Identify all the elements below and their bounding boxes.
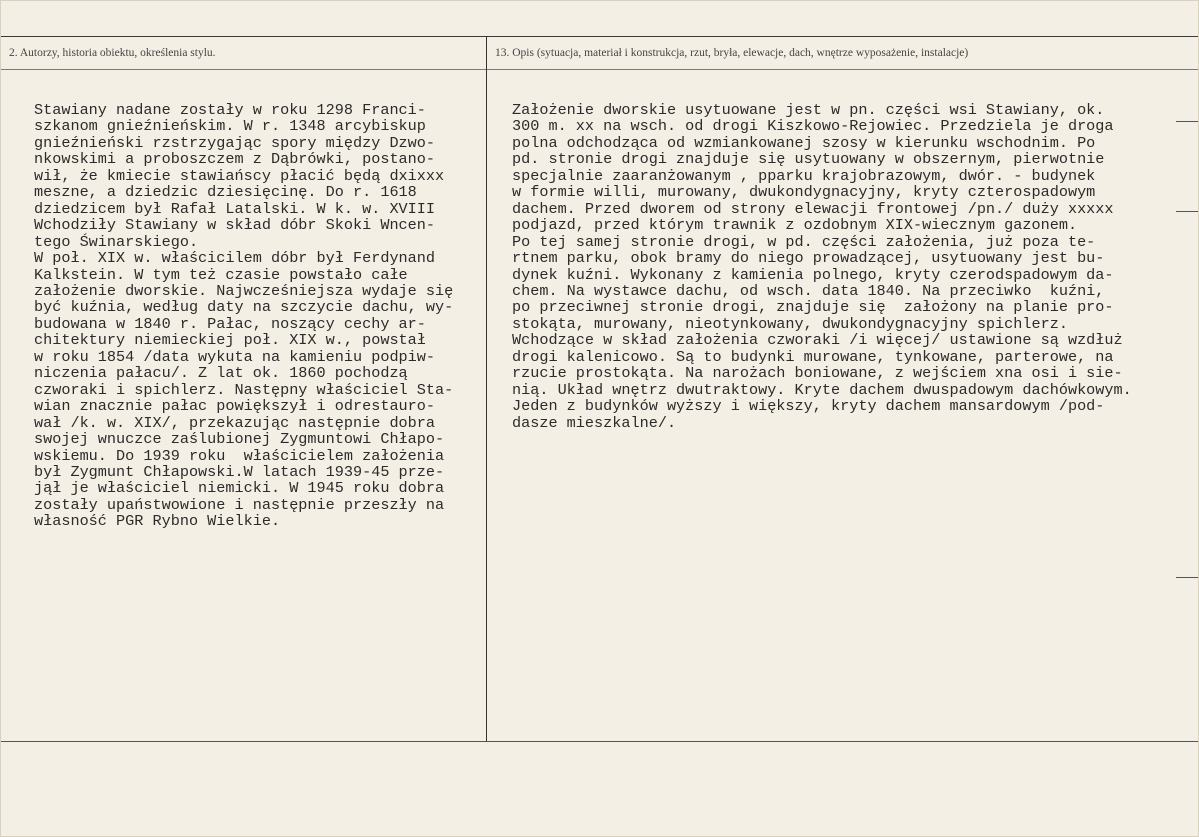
history-line: wskiemu. Do 1939 roku właścicielem założenia — [34, 446, 445, 465]
description-line: po przeciwnej stronie drogi, znajduje się założony na planie pro- — [512, 298, 1114, 317]
description-line: Wchodzące w skład założenia czworaki /i więcej/ ustawione są wzdłuż — [512, 331, 1123, 350]
history-line: nkowskimi a proboszczem z Dąbrówki, postano- — [34, 150, 436, 169]
history-text — [34, 102, 484, 530]
description-line: specjalnie zaaranżowanym , pparku krajobrazowym, dwór. - budynek — [512, 166, 1096, 185]
history-line: wian znacznie pałac powiększył i odrestauro- — [34, 397, 436, 416]
history-line: Kalkstein. W tym też czasie powstało całe — [34, 265, 408, 284]
margin-tick — [1176, 577, 1198, 578]
history-line: meszne, a dziedzic dziesięcinę. Do r. 1618 — [34, 183, 417, 202]
history-line: w roku 1854 /data wykuta na kamieniu podpiw- — [34, 347, 436, 366]
history-line: Stawiany nadane zostały w roku 1298 Franci- — [34, 101, 426, 119]
history-line: gnieźnieński rzstrzygając spory między Dzwo- — [34, 133, 436, 152]
history-line: W poł. XIX w. właścicilem dóbr był Ferdynand — [34, 249, 436, 268]
description-line: w formie willi, murowany, dwukondygnacyjny, kryty czterospadowym — [512, 183, 1096, 202]
history-line: jął je właściciel niemicki. W 1945 roku dobra — [34, 479, 445, 498]
description-line: Po tej samej stronie drogi, w pd. części założenia, już poza te- — [512, 232, 1096, 251]
history-line: był Zygmunt Chłapowski.W latach 1939-45 prze- — [34, 462, 445, 481]
header-rule — [1, 69, 1198, 70]
description-line: nią. Układ wnętrz dwutraktowy. Kryte dachem dwuspadowym dachówkowym. — [512, 380, 1132, 399]
history-line: własność PGR Rybno Wielkie. — [34, 512, 281, 531]
description-line: Założenie dworskie usytuowane jest w pn. części wsi Stawiany, ok. — [512, 101, 1105, 119]
description-line: stokąta, murowany, nieotynkowany, dwukondygnacyjny spichlerz. — [512, 314, 1068, 333]
bottom-rule — [1, 741, 1198, 742]
description-line: dachem. Przed dworem od strony elewacji frontowej /pn./ duży xxxxx — [512, 199, 1114, 218]
description-line: chem. Na wystawce dachu, od wsch. data 1840. Na przeciwko kuźni, — [512, 281, 1105, 300]
description-line: dasze mieszkalne/. — [512, 413, 677, 432]
history-line: założenie dworskie. Najwcześniejsza wydaje się — [34, 281, 454, 300]
description-line: rtnem parku, obok bramy do niego prowadzącej, usytuowany jest bu- — [512, 249, 1105, 268]
history-line: niczenia pałacu/. Z lat ok. 1860 pochodzą — [34, 364, 408, 383]
description-line: polna odchodząca od wzmiankowanej szosy w kierunku wschodnim. Po — [512, 133, 1096, 152]
history-line: chitektury niemieckiej poł. XIX w., powstał — [34, 331, 426, 350]
history-line: wał /k. w. XIX/, przekazując następnie dobra — [34, 413, 436, 432]
history-line: Wchodziły Stawiany w skład dóbr Skoki Wncen- — [34, 216, 436, 235]
history-line: być kuźnia, według daty na szczycie dachu, wy- — [34, 298, 454, 317]
description-line: drogi kalenicowo. Są to budynki murowane, tynkowane, parterowe, na — [512, 347, 1114, 366]
description-line: podjazd, przed którym trawnik z ozdobnym XIX-wiecznym gazonem. — [512, 216, 1078, 235]
history-line: wił, że kmiecie stawiańscy płacić będą dxixxx — [34, 166, 445, 185]
history-line: czworaki i spichlerz. Następny właściciel Sta- — [34, 380, 454, 399]
description-line: rzucie prostokąta. Na narożach boniowane, z wejściem xna osi i sie- — [512, 364, 1123, 383]
history-line: zostały upaństwowione i następnie przeszły na — [34, 495, 445, 514]
description-line: pd. stronie drogi znajduje się usytuowany w obszernym, pierwotnie — [512, 150, 1105, 169]
top-rule — [1, 36, 1198, 37]
history-line: dziedzicem był Rafał Latalski. W k. w. XVIII — [34, 199, 436, 218]
history-line: tego Świnarskiego. — [34, 232, 199, 251]
history-line: budowana w 1840 r. Pałac, noszący cechy ar- — [34, 314, 426, 333]
left-section-header: 2. Autorzy, historia obiektu, określenia stylu. — [9, 47, 216, 59]
description-line: Jeden z budynków wyższy i większy, kryty dachem mansardowym /pod- — [512, 397, 1105, 416]
description-line: dynek kuźni. Wykonany z kamienia polnego, kryty czerodspadowym da- — [512, 265, 1114, 284]
description-line: 300 m. xx na wsch. od drogi Kiszkowo-Rejowiec. Przedziela je droga — [512, 117, 1114, 136]
description-text — [512, 102, 1196, 431]
history-line: swojej wnuczce zaślubionej Zygmuntowi Chłapo- — [34, 430, 445, 449]
history-line: szkanom gnieźnieńskim. W r. 1348 arcybiskup — [34, 117, 426, 136]
right-section-header: 13. Opis (sytuacja, materiał i konstrukcja, rzut, bryła, elewacje, dach, wnętrze wyposażenie, instalacje) — [495, 47, 969, 59]
column-divider — [486, 36, 487, 741]
